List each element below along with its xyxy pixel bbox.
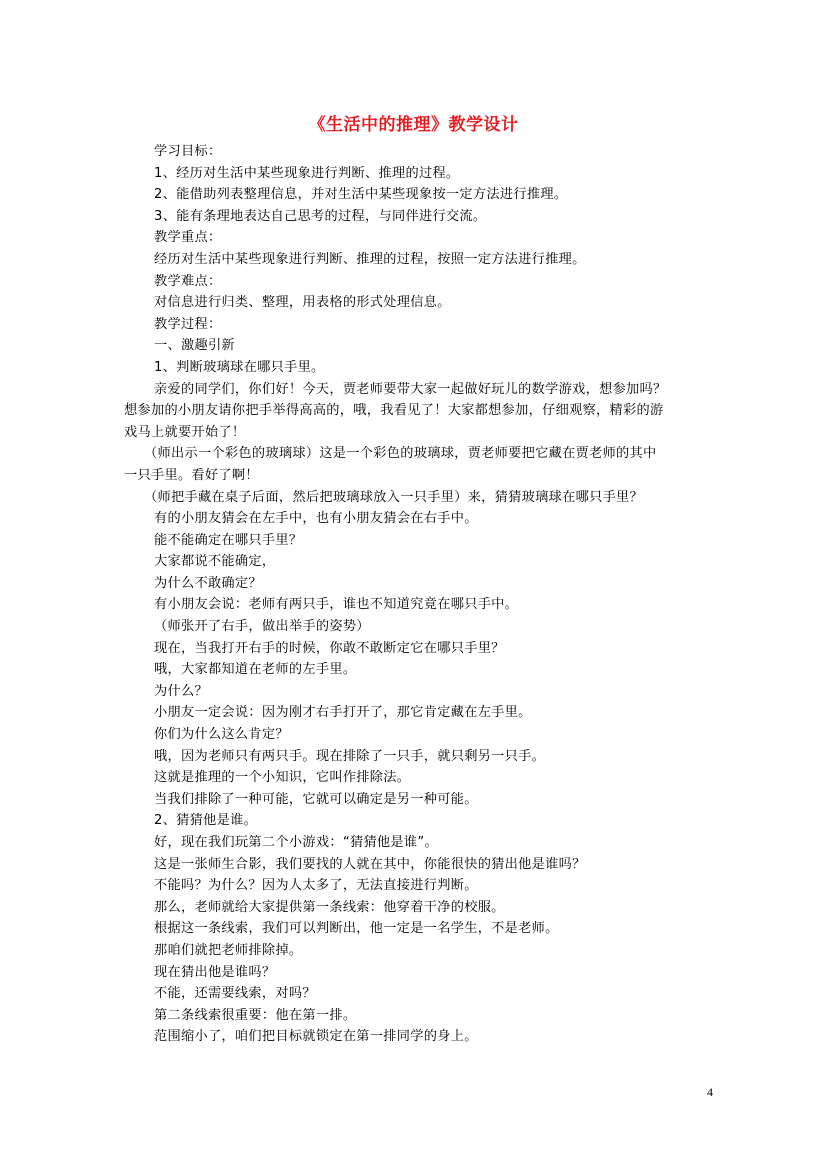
- text-line: 教学过程：: [154, 316, 222, 332]
- text-line: 你们为什么这么肯定？: [154, 727, 289, 743]
- document-body: [0, 141, 827, 1048]
- text-line: 2、猜猜他是谁。: [154, 813, 258, 829]
- text-line: 亲爱的同学们，你们好！今天，贾老师要带大家一起做好玩儿的数学游戏，想参加吗？: [154, 381, 667, 397]
- text-line: （师出示一个彩色的玻璃球）这是一个彩色的玻璃球，贾老师要把它藏在贾老师的其中: [144, 446, 657, 462]
- text-line: 哦，因为老师只有两只手。现在排除了一只手，就只剩另一只手。: [154, 748, 546, 764]
- text-line: 1、经历对生活中某些现象进行判断、推理的过程。: [154, 165, 460, 181]
- text-line: 想参加的小朋友请你把手举得高高的，哦，我看见了！大家都想参加，仔细观察，精彩的游: [124, 403, 664, 419]
- text-line: 第二条线索很重要：他在第一排。: [154, 1007, 357, 1023]
- text-line: 当我们排除了一种可能，它就可以确定是另一种可能。: [154, 791, 478, 807]
- text-line: 一只手里。看好了啊！: [124, 467, 259, 483]
- text-line: （师张开了右手，做出举手的姿势）: [154, 619, 370, 635]
- text-line: 好，现在我们玩第二个小游戏：“猜猜他是谁”。: [154, 835, 439, 850]
- text-line: 现在猜出他是谁吗？: [154, 964, 276, 980]
- text-line: 不能吗？为什么？因为人太多了，无法直接进行判断。: [154, 878, 478, 894]
- text-line: 一、激趣引新: [154, 338, 235, 354]
- text-line: 戏马上就要开始了！: [124, 424, 246, 440]
- text-line: 那咱们就把老师排除掉。: [154, 942, 303, 958]
- text-line: 对信息进行归类、整理，用表格的形式处理信息。: [154, 295, 451, 311]
- text-line: （师把手藏在桌子后面，然后把玻璃球放入一只手里）来，猜猜玻璃球在哪只手里？: [144, 489, 644, 505]
- text-line: 2、能借助列表整理信息，并对生活中某些现象按一定方法进行推理。: [154, 187, 568, 203]
- text-line: 3、能有条理地表达自己思考的过程，与同伴进行交流。: [154, 208, 487, 224]
- page-number: 4: [707, 1085, 713, 1099]
- text-line: 这是一张师生合影，我们要找的人就在其中，你能很快的猜出他是谁吗？: [154, 856, 586, 872]
- document-title: 《生活中的推理》教学设计: [308, 115, 519, 135]
- text-line: 不能，还需要线索，对吗？: [154, 986, 316, 1002]
- text-line: 大家都说不能确定，: [154, 554, 276, 570]
- text-line: 教学重点：: [154, 230, 222, 246]
- text-line: 为什么？: [154, 683, 208, 699]
- text-line: 教学难点：: [154, 273, 222, 289]
- text-line: 1、判断玻璃球在哪只手里。: [154, 359, 325, 375]
- text-line: 小朋友一定会说：因为刚才右手打开了，那它肯定藏在左手里。: [154, 705, 532, 721]
- text-line: 范围缩小了，咱们把目标就锁定在第一排同学的身上。: [154, 1029, 478, 1045]
- text-line: 经历对生活中某些现象进行判断、推理的过程，按照一定方法进行推理。: [154, 251, 586, 267]
- text-line: 能不能确定在哪只手里？: [154, 532, 303, 548]
- text-line: 哦，大家都知道在老师的左手里。: [154, 662, 357, 678]
- text-line: 这就是推理的一个小知识，它叫作排除法。: [154, 770, 411, 786]
- text-line: 根据这一条线索，我们可以判断出，他一定是一名学生，不是老师。: [154, 921, 559, 937]
- text-line: 学习目标：: [154, 144, 222, 159]
- text-line: 现在，当我打开右手的时候，你敢不敢断定它在哪只手里？: [154, 640, 505, 656]
- text-line: 有的小朋友猜会在左手中，也有小朋友猜会在右手中。: [154, 511, 478, 527]
- text-line: 有小朋友会说：老师有两只手，谁也不知道究竟在哪只手中。: [154, 597, 519, 613]
- text-line: 那么，老师就给大家提供第一条线索：他穿着干净的校服。: [154, 899, 505, 915]
- text-line: 为什么不敢确定？: [154, 575, 262, 591]
